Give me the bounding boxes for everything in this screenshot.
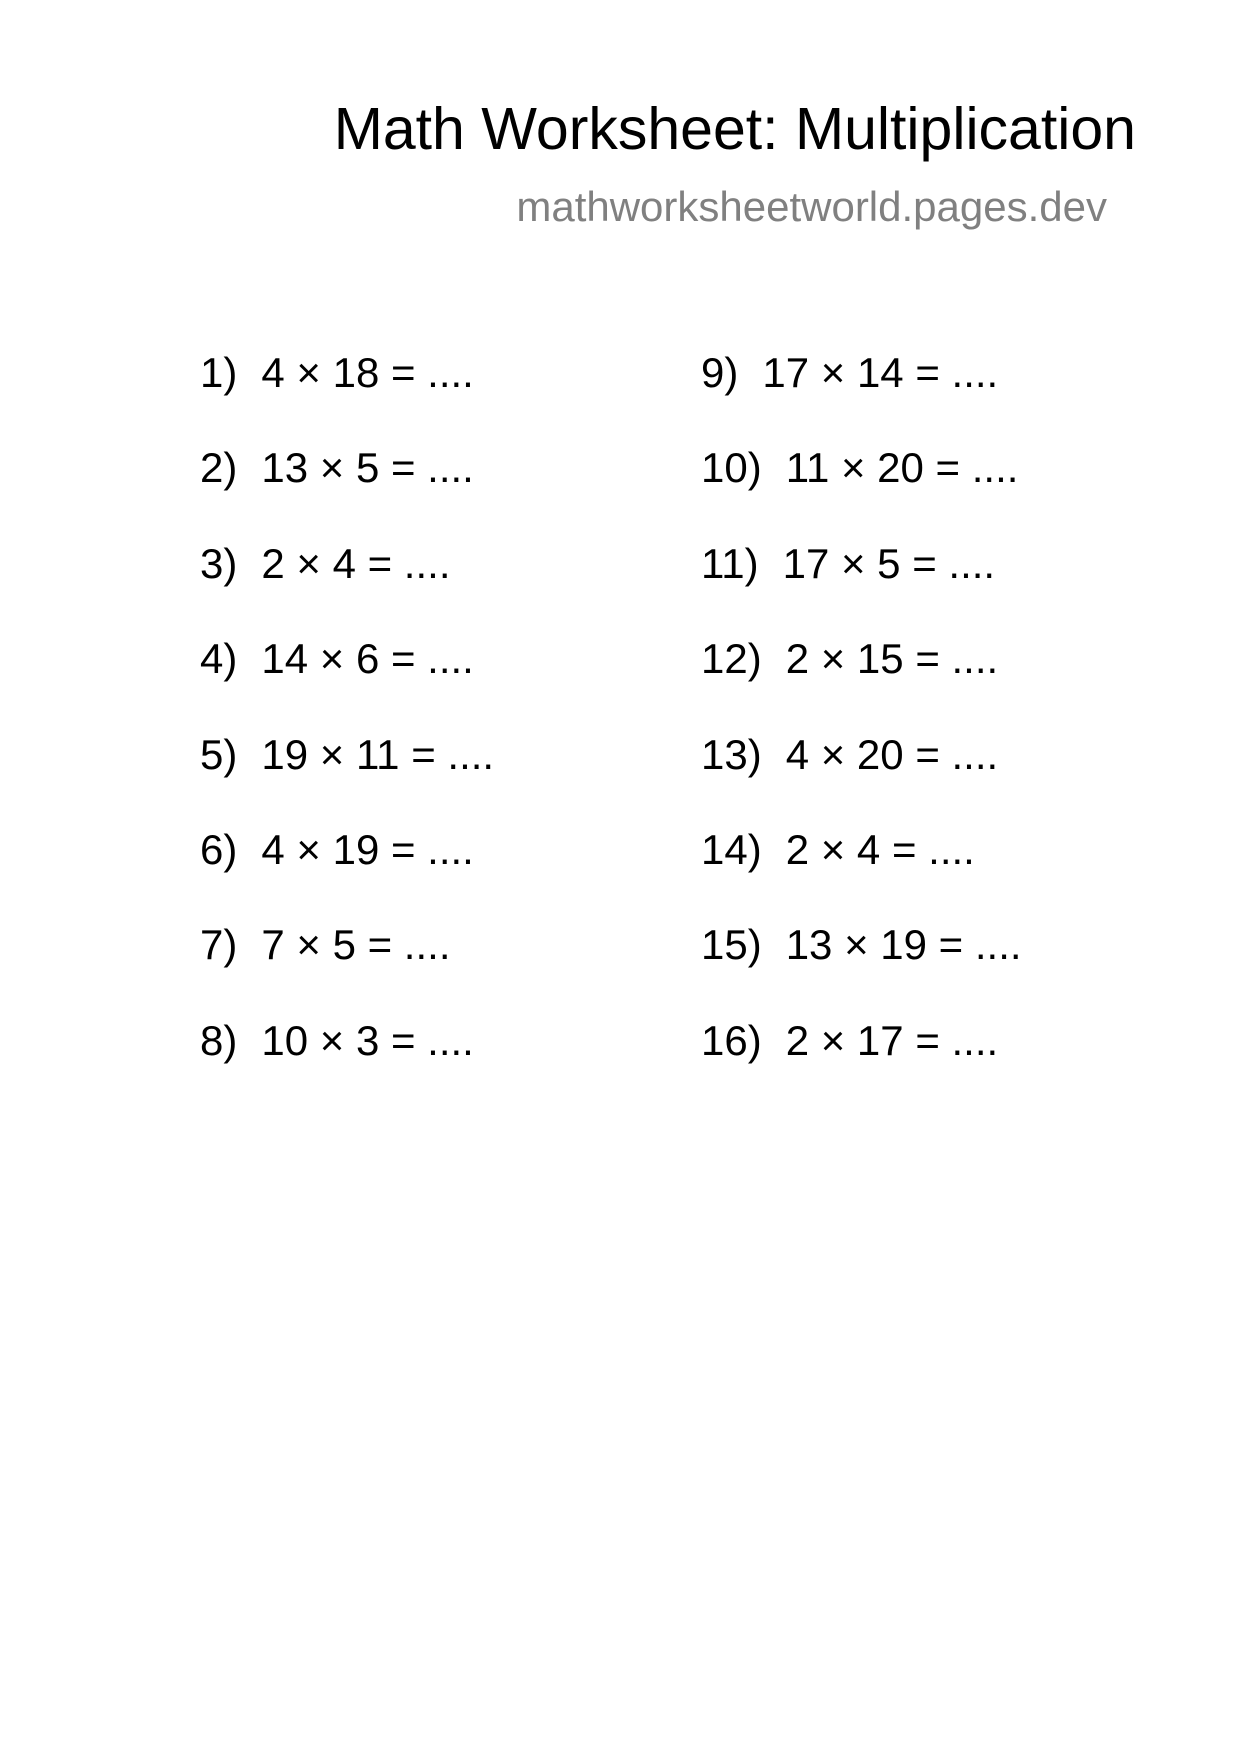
problem-item	[200, 349, 494, 447]
problem-column-left	[200, 349, 495, 1115]
problem-number: 5)	[200, 730, 238, 778]
problem-expression: 10 × 3 = ....	[261, 1016, 474, 1064]
problem-item	[200, 921, 494, 1019]
problem-expression: 2 × 15 = ....	[785, 635, 999, 683]
problem-expression: 14 × 6 = ....	[261, 635, 474, 683]
problem-column-right	[701, 349, 1022, 1115]
problem-number: 16)	[701, 1016, 762, 1064]
problem-item	[701, 444, 1022, 542]
problem-item	[200, 730, 495, 829]
problem-item	[701, 825, 1022, 924]
problem-item	[200, 825, 494, 924]
problem-expression: 4 × 20 = ....	[785, 730, 999, 778]
problem-number: 6)	[200, 825, 238, 873]
problem-item	[701, 921, 1022, 1019]
problem-number: 4)	[200, 635, 238, 683]
problem-item	[701, 349, 1022, 447]
problem-number: 8)	[200, 1016, 238, 1064]
problem-item	[200, 444, 494, 542]
problem-expression: 19 × 11 = ....	[261, 730, 495, 778]
problem-number: 11)	[701, 539, 759, 587]
problem-item	[200, 1016, 494, 1115]
problem-number: 12)	[701, 635, 762, 683]
problem-number: 10)	[701, 444, 762, 492]
problem-expression: 4 × 19 = ....	[261, 825, 474, 873]
problem-number: 15)	[701, 921, 762, 969]
problem-expression: 2 × 4 = ....	[785, 825, 975, 873]
problem-number: 9)	[701, 349, 739, 396]
worksheet-source-url: mathworksheetworld.pages.dev	[516, 183, 1107, 230]
problem-item	[200, 635, 494, 733]
problem-expression: 13 × 5 = ....	[261, 444, 474, 492]
problem-expression: 11 × 20 = ....	[785, 444, 1019, 492]
problem-number: 13)	[701, 730, 762, 778]
problem-item	[200, 539, 494, 638]
problem-item	[701, 635, 1022, 733]
problem-number: 2)	[200, 444, 238, 492]
problem-expression: 7 × 5 = ....	[261, 921, 451, 969]
problem-number: 3)	[200, 539, 238, 587]
problem-expression: 2 × 4 = ....	[261, 539, 451, 587]
problem-item	[701, 539, 1022, 638]
problem-item	[701, 730, 1022, 829]
problem-expression: 2 × 17 = ....	[785, 1016, 999, 1064]
problem-number: 7)	[200, 921, 238, 969]
problem-expression: 17 × 5 = ....	[782, 539, 996, 587]
problem-expression: 4 × 18 = ....	[261, 349, 474, 396]
problem-expression: 17 × 14 = ....	[762, 349, 999, 396]
problem-number: 14)	[701, 825, 762, 873]
worksheet-title: Math Worksheet: Multiplication	[333, 96, 1136, 162]
problem-number: 1)	[200, 349, 238, 396]
problem-item	[701, 1016, 1022, 1115]
problem-expression: 13 × 19 = ....	[785, 921, 1022, 969]
